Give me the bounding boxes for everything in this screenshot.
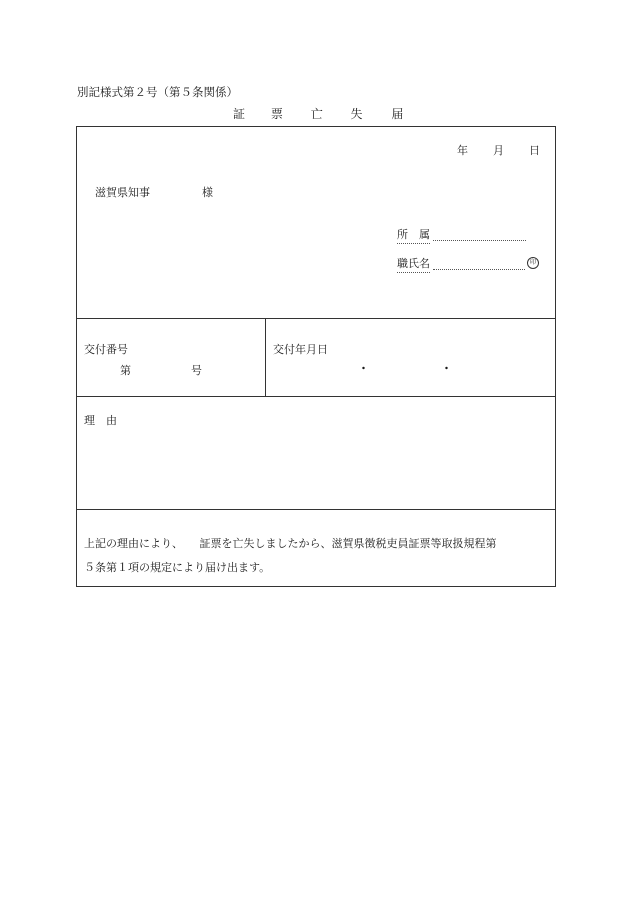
addressee: 滋賀県知事 <box>95 186 150 199</box>
date-separator: ・ <box>441 362 452 375</box>
title-char: 票 <box>270 107 284 121</box>
name-label: 職氏名 <box>397 255 430 273</box>
reason-label: 理 由 <box>84 414 117 427</box>
date-separator: ・ <box>358 362 369 375</box>
issue-number-prefix: 第 <box>120 364 131 377</box>
declaration-text <box>84 532 552 580</box>
issue-date-label: 交付年月日 <box>273 343 328 356</box>
declaration-line: ５条第１項の規定により届け出ます。 <box>84 561 271 574</box>
name-field[interactable] <box>433 269 525 270</box>
title-char: 亡 <box>310 107 324 121</box>
title-char: 失 <box>350 107 364 121</box>
divider <box>76 318 556 319</box>
date-day-label: 日 <box>529 144 540 157</box>
divider <box>76 396 556 397</box>
title-char: 届 <box>391 107 405 121</box>
affiliation-field[interactable] <box>433 240 526 241</box>
issue-number-suffix: 号 <box>191 364 202 377</box>
document-title <box>233 105 404 122</box>
issue-number-label: 交付番号 <box>84 343 128 356</box>
divider <box>265 318 266 397</box>
affiliation-label: 所 属 <box>397 226 430 244</box>
honorific: 様 <box>202 186 213 199</box>
date-month-label: 月 <box>493 144 504 157</box>
date-year-label: 年 <box>457 144 468 157</box>
seal-icon: 印 <box>527 257 539 269</box>
declaration-line: 上記の理由により、 証票を亡失しましたから、滋賀県徴税吏員証票等取扱規程第 <box>84 537 497 550</box>
form-code: 別記様式第２号（第５条関係） <box>77 85 238 99</box>
title-char: 証 <box>233 107 247 121</box>
divider <box>76 509 556 510</box>
